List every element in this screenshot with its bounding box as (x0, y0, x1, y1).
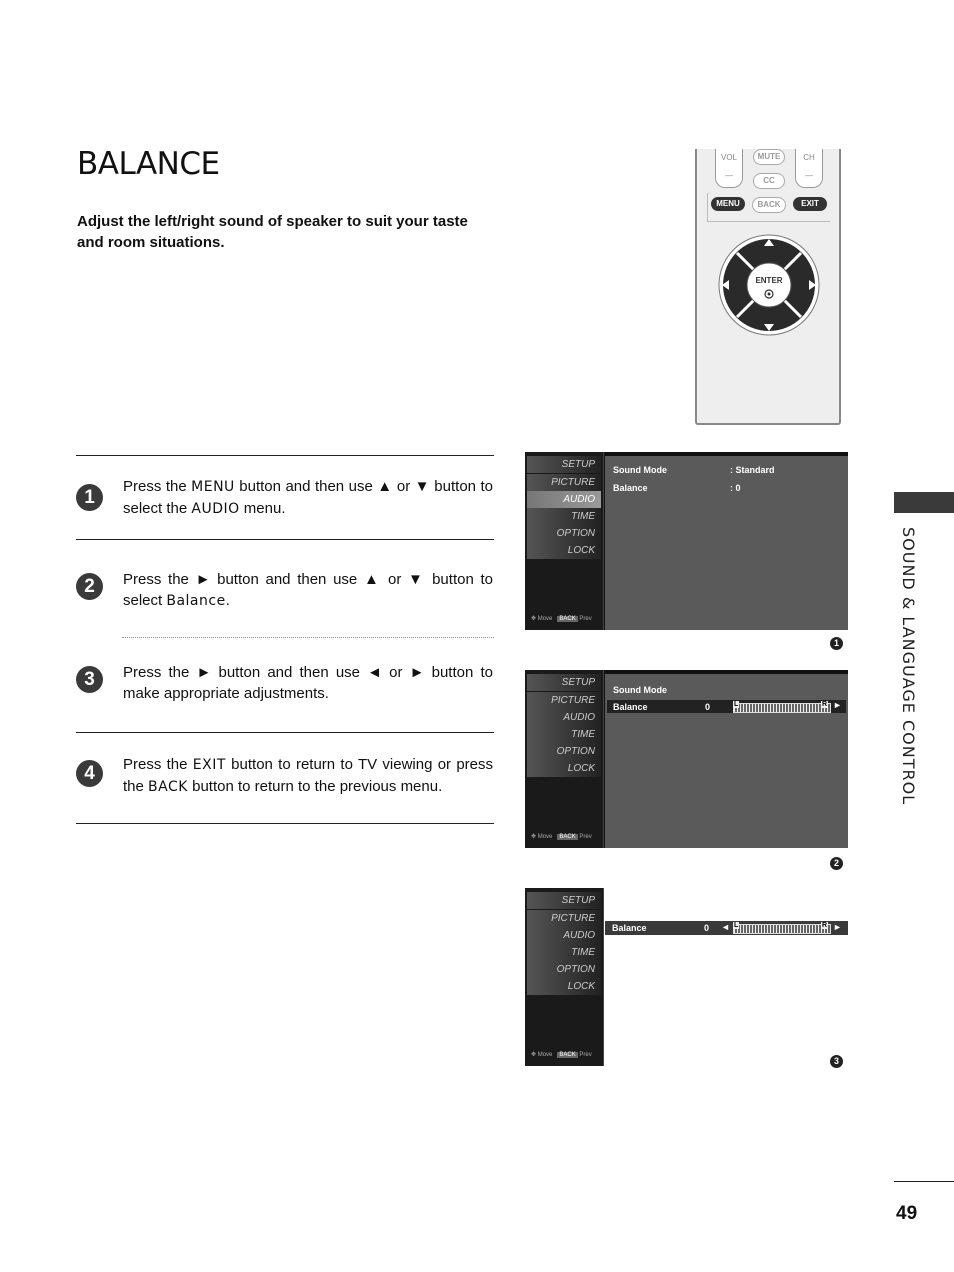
figure-badge: 2 (830, 857, 843, 870)
hint-back-key: BACK (559, 1052, 576, 1058)
step-3-number: 3 (76, 666, 103, 693)
tv-screen-2 (525, 670, 848, 848)
step-2-number: 2 (76, 573, 103, 600)
text: button to return to TV viewing or press the (123, 756, 494, 795)
balance-bar (605, 921, 848, 935)
balance-label: Balance (612, 923, 647, 933)
page-number-rule (894, 1181, 954, 1182)
hint-prev: Prev (579, 834, 592, 840)
dpad-icon (715, 233, 823, 337)
balance-slider (733, 924, 831, 934)
row-label: Balance (613, 702, 648, 712)
divider (76, 732, 494, 733)
exit-keyword: EXIT (192, 757, 226, 773)
divider (76, 823, 494, 824)
page-number: 49 (896, 1203, 918, 1224)
vol-rocker: VOL — (715, 149, 743, 188)
balance-value: 0 (704, 923, 710, 933)
menu-keyword: MENU (191, 479, 235, 495)
text: button and then use ▲ or ▼ button to select the (123, 478, 493, 517)
mute-button: MUTE (753, 149, 785, 165)
text: Press the ► button and then use ◄ or ► button to make appropriate adjustments. (123, 664, 493, 702)
section-tab (894, 492, 954, 513)
audio-keyword: AUDIO (191, 501, 240, 517)
text: Press the (123, 478, 192, 495)
audio-panel (605, 674, 848, 848)
menu-item-picture: PICTURE (527, 692, 601, 709)
menu-item-picture: PICTURE (527, 474, 601, 491)
nav-hint: ✥ Move BACK Prev (531, 834, 592, 840)
balance-keyword: Balance (166, 593, 226, 609)
hint-back-key: BACK (559, 616, 576, 622)
slider-right-label: R (822, 922, 828, 929)
enter-button: ENTER (755, 276, 783, 285)
ch-rocker: CH — (795, 149, 823, 188)
text: . (225, 592, 230, 609)
menu-sidebar (525, 888, 604, 1066)
step-4-text (123, 754, 493, 798)
slider-left-label: L (734, 922, 739, 929)
slider-left-label: L (734, 701, 739, 708)
dotted-divider (122, 637, 494, 638)
page-title: BALANCE (77, 146, 220, 182)
tv-screen-3 (525, 888, 603, 1066)
row-value: : Standard (730, 465, 775, 475)
menu-item-option: OPTION (527, 743, 601, 760)
text: button to return to the previous menu. (187, 778, 443, 795)
step-2-text (123, 569, 493, 612)
right-arrow-icon: ► (833, 700, 842, 710)
menu-item-audio: AUDIO (527, 709, 601, 726)
step-1-text (123, 476, 493, 520)
menu-item-setup: SETUP (527, 456, 601, 473)
menu-item-lock: LOCK (527, 978, 601, 995)
balance-slider (733, 703, 831, 713)
text: Press the ► button and then use ▲ or ▼ button to select (123, 571, 493, 609)
exit-button: EXIT (793, 197, 827, 211)
row-label: Sound Mode (613, 465, 667, 475)
row-value: : 0 (730, 483, 741, 493)
row-label: Balance (613, 483, 648, 493)
balance-value: 0 (705, 702, 711, 712)
divider (76, 455, 494, 456)
figure-badge: 1 (830, 637, 843, 650)
audio-panel (605, 456, 848, 630)
menu-button: MENU (711, 197, 745, 211)
back-keyword: BACK (148, 779, 188, 795)
text: menu. (239, 500, 286, 517)
hint-prev: Prev (579, 616, 592, 622)
cc-button: CC (753, 173, 785, 189)
remote-control (695, 149, 841, 425)
step-3-text (123, 662, 493, 704)
menu-item-option: OPTION (527, 961, 601, 978)
step-4-number: 4 (76, 760, 103, 787)
left-arrow-icon: ◄ (721, 922, 730, 932)
step-1-number: 1 (76, 484, 103, 511)
text: Press the (123, 756, 193, 773)
section-label: SOUND & LANGUAGE CONTROL (899, 527, 918, 806)
hint-prev: Prev (579, 1052, 592, 1058)
figure-badge: 3 (830, 1055, 843, 1068)
nav-hint: ✥ Move BACK Prev (531, 1052, 592, 1058)
menu-item-setup: SETUP (527, 674, 601, 691)
back-button: BACK (752, 197, 786, 213)
menu-item-audio: AUDIO (527, 491, 601, 508)
ch-label: CH (803, 153, 815, 162)
row-label: Sound Mode (613, 685, 667, 695)
menu-item-setup: SETUP (527, 892, 601, 909)
menu-item-option: OPTION (527, 525, 601, 542)
menu-sidebar (525, 670, 604, 848)
menu-item-lock: LOCK (527, 760, 601, 777)
divider (76, 539, 494, 540)
right-arrow-icon: ► (833, 922, 842, 932)
menu-sidebar (525, 452, 604, 630)
hint-move: Move (537, 616, 553, 622)
menu-item-time: TIME (527, 508, 601, 525)
tv-screen-1 (525, 452, 848, 630)
intro-text: Adjust the left/right sound of speaker to suit your taste and room situations. (77, 213, 468, 251)
menu-item-time: TIME (527, 944, 601, 961)
slider-right-label: R (822, 701, 828, 708)
hint-back-key: BACK (559, 834, 576, 840)
menu-item-picture: PICTURE (527, 910, 601, 927)
nav-hint: ✥ Move BACK Prev (531, 616, 592, 622)
menu-item-audio: AUDIO (527, 927, 601, 944)
hint-move: Move (537, 1052, 553, 1058)
hint-move: Move (537, 834, 553, 840)
menu-item-time: TIME (527, 726, 601, 743)
menu-item-lock: LOCK (527, 542, 601, 559)
vol-label: VOL (720, 153, 737, 162)
